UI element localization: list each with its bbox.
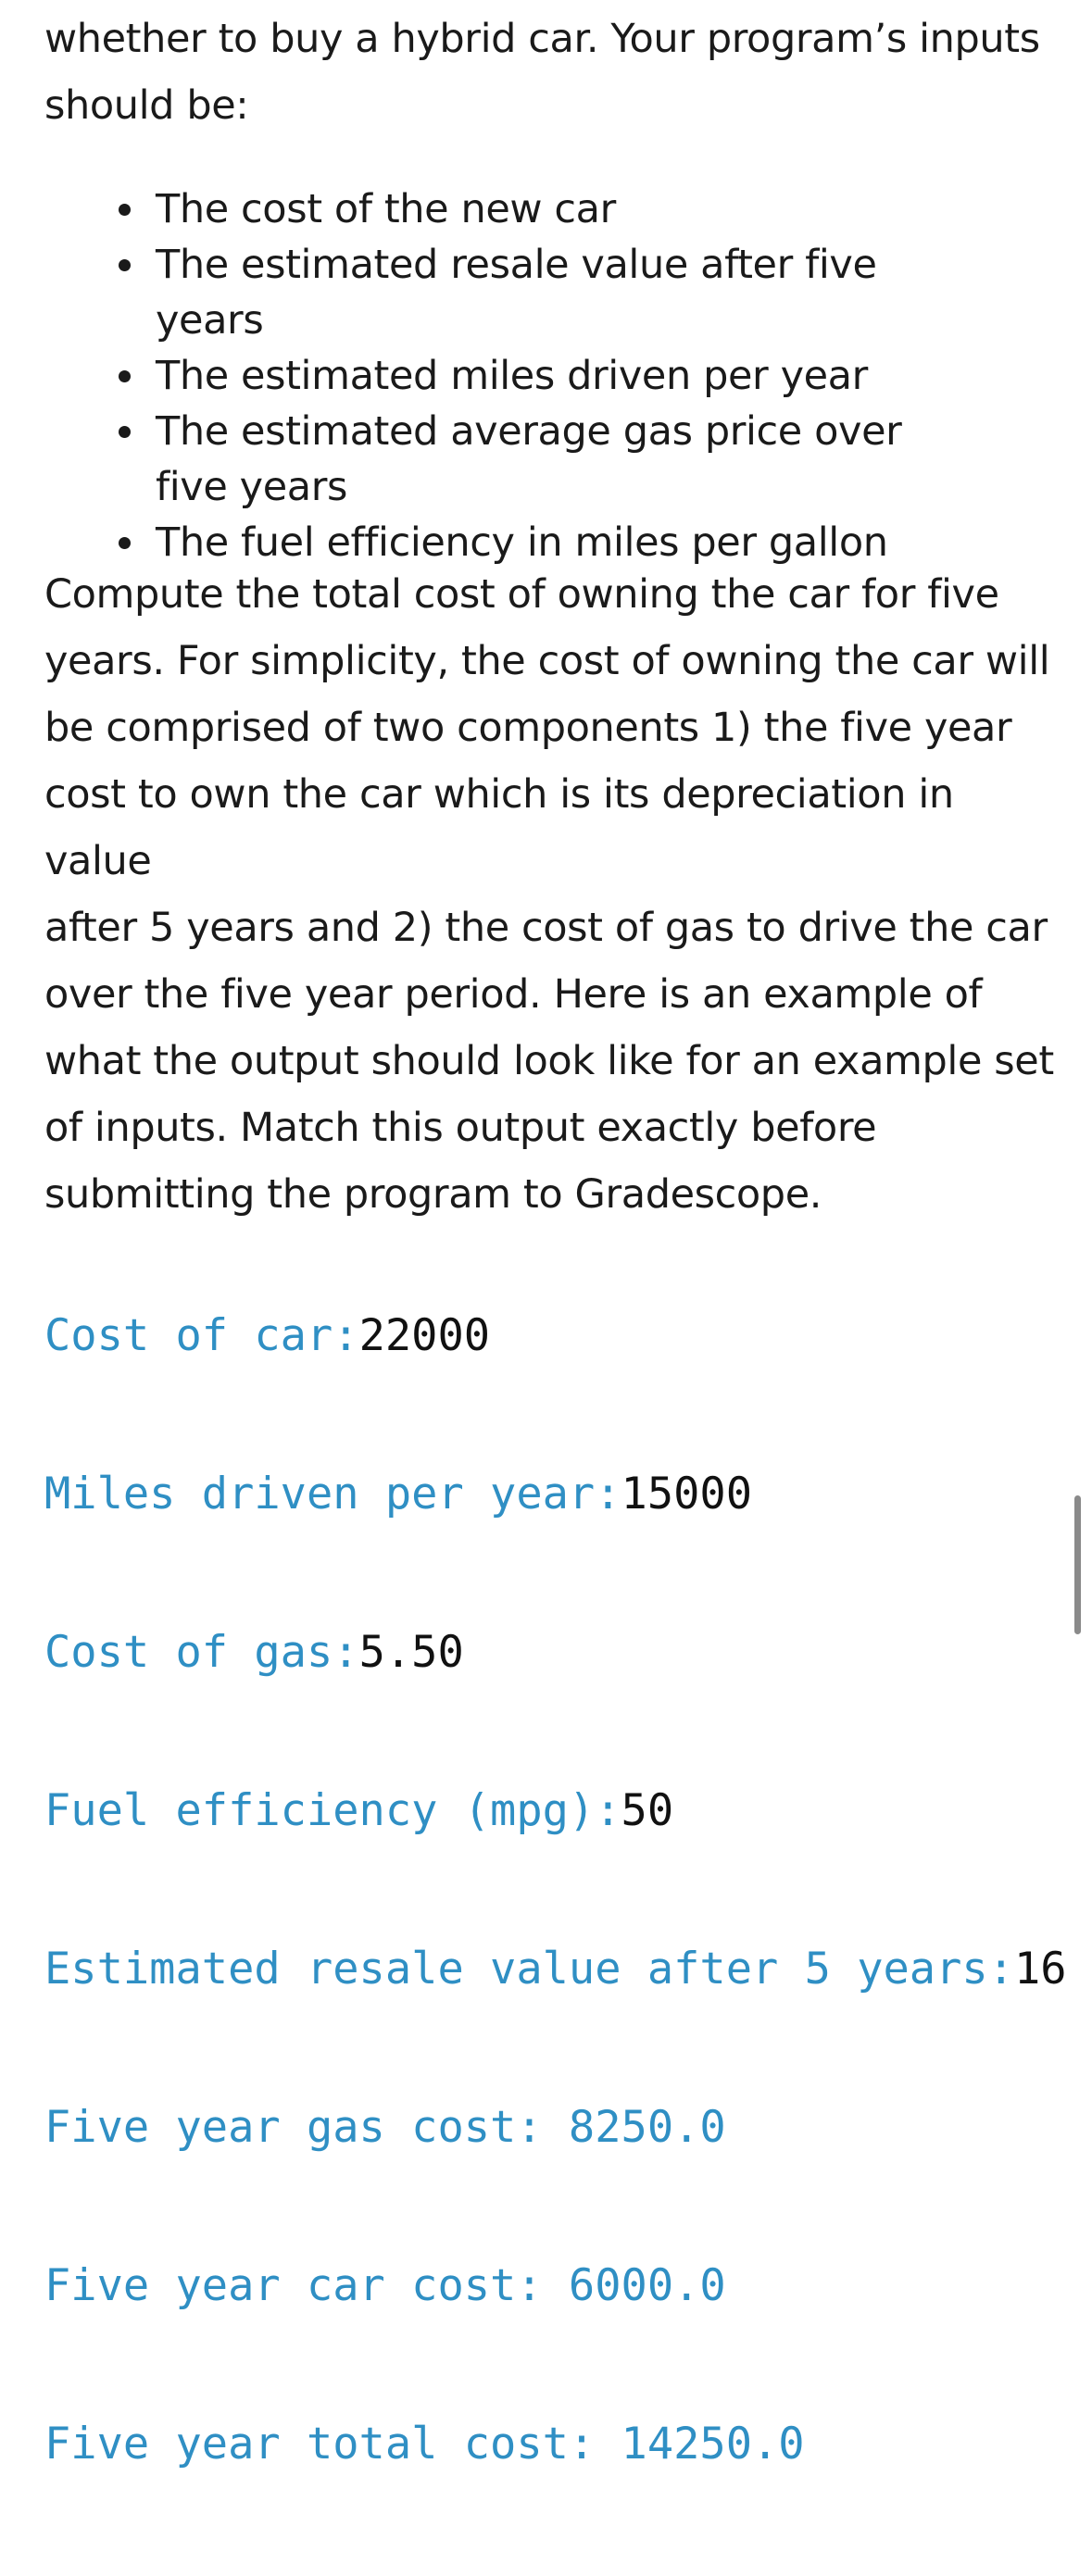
code-line: [44, 1784, 1092, 1837]
example-output-block[interactable]: [44, 1204, 1092, 2576]
list-item-text: The cost of the new car: [156, 186, 616, 232]
list-item: [0, 348, 971, 404]
list-item: [0, 404, 971, 515]
output-prompt: Five year car cost: 6000.0: [44, 2260, 726, 2311]
output-value: 15000: [621, 1469, 753, 1519]
code-line: [44, 2418, 1092, 2470]
output-prompt: Miles driven per year:: [44, 1469, 621, 1519]
code-line: [44, 1626, 1092, 1679]
code-line: [44, 1468, 1092, 1520]
bullet-icon: [119, 204, 131, 216]
scrollbar-thumb[interactable]: [1074, 1495, 1081, 1634]
compute-paragraph: Compute the total cost of owning the car for five years. For simplicity, the cost of owning the car will be comprised of two components 1) the five year cost to own the car which is its depreciation in value after 5 years and 2) the cost of gas to drive the car over the five year period. Here is an example of what the output should look like for an example set of inputs. Match this output exactly before submitting the program to Gradescope.: [44, 571, 1054, 1218]
bullet-icon: [119, 537, 131, 549]
output-prompt: Fuel efficiency (mpg):: [44, 1785, 621, 1836]
list-item-text: The fuel efficiency in miles per gallon: [156, 519, 888, 566]
list-item-text: The estimated average gas price over five years: [156, 408, 902, 510]
output-value: 5.50: [358, 1627, 464, 1678]
output-prompt: Cost of gas:: [44, 1627, 359, 1678]
list-item-text: The estimated miles driven per year: [156, 353, 868, 399]
output-prompt: Five year gas cost: 8250.0: [44, 2102, 726, 2153]
output-value: 16: [1013, 1944, 1067, 1995]
output-value: 50: [621, 1785, 674, 1836]
inputs-list: [0, 181, 1019, 570]
list-item: [0, 237, 971, 348]
intro-paragraph: whether to buy a hybrid car. Your program’s inputs should be:: [44, 16, 1040, 129]
code-line: [44, 1943, 1092, 1995]
bullet-icon: [119, 259, 131, 271]
output-prompt: Cost of car:: [44, 1310, 359, 1361]
output-prompt: Five year total cost: 14250.0: [44, 2419, 805, 2470]
code-line: [44, 2101, 1092, 2154]
list-item: [0, 181, 971, 237]
code-line: [44, 1309, 1092, 1362]
bullet-icon: [119, 370, 131, 382]
list-item-text: The estimated resale value after five years: [156, 242, 877, 344]
bullet-icon: [119, 426, 131, 438]
code-line: [44, 2259, 1092, 2312]
output-prompt: Estimated resale value after 5 years:: [44, 1944, 1014, 1995]
output-value: 22000: [358, 1310, 491, 1361]
